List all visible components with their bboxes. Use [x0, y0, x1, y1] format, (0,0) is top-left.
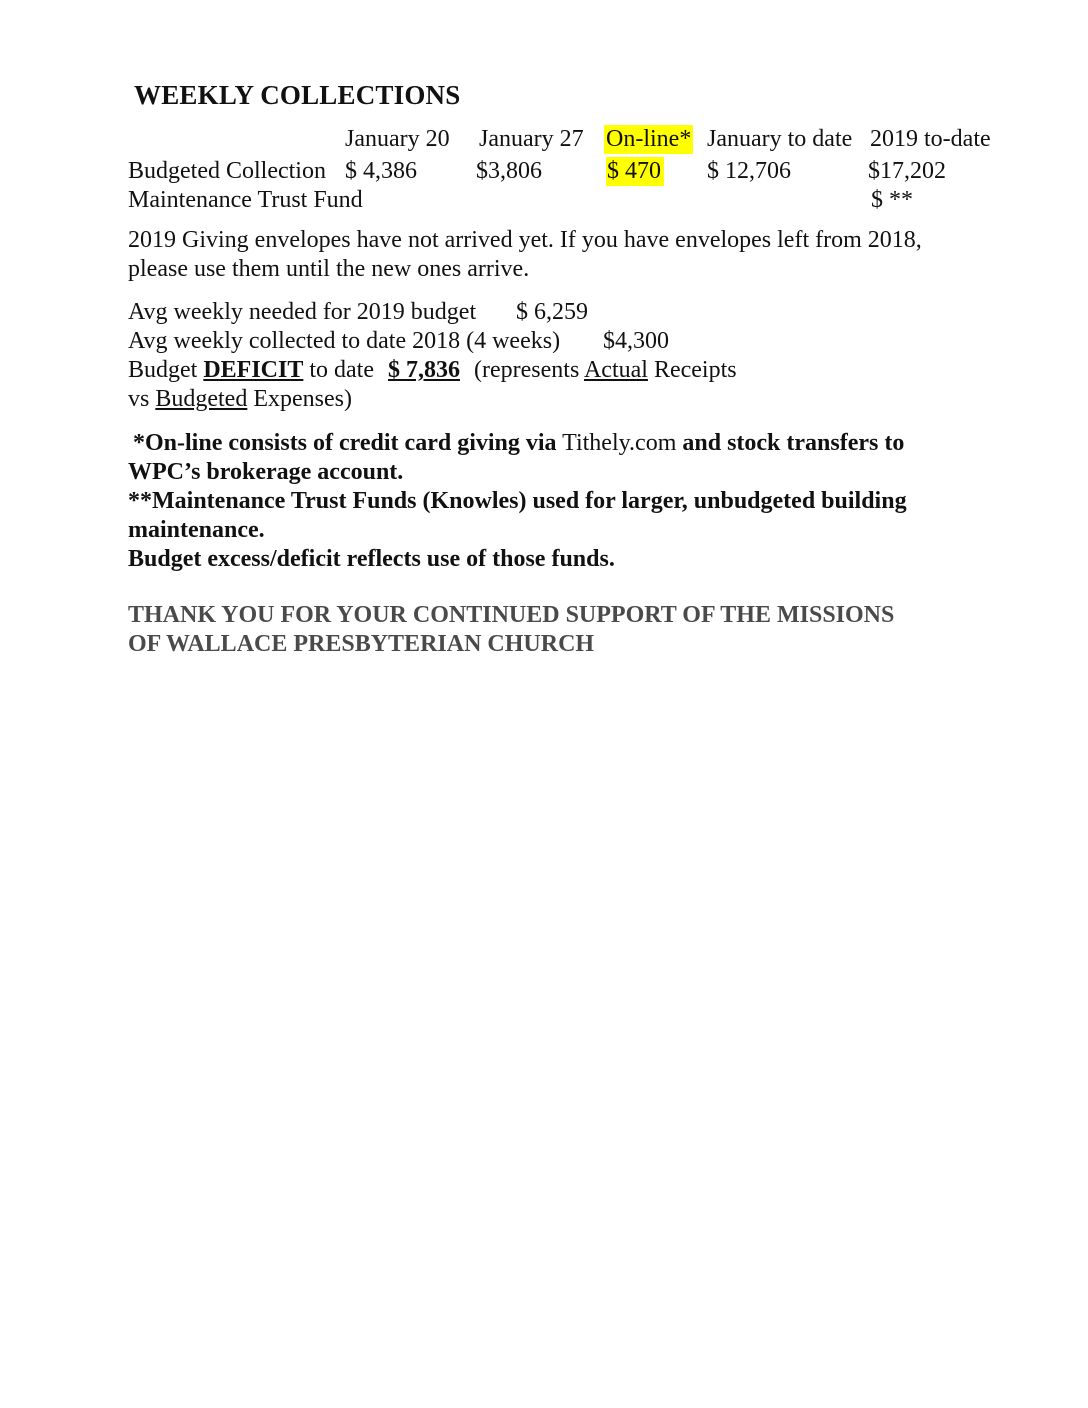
online-note-line-1 — [133, 429, 904, 458]
row-budgeted-label: Budgeted Collection — [128, 158, 326, 184]
deficit-note-budgeted: Budgeted — [155, 386, 248, 412]
online-note-line-2: WPC’s brokerage account. — [128, 459, 404, 485]
row-budgeted-jan20: $ 4,386 — [345, 158, 417, 184]
deficit-note-a: (represents — [474, 357, 580, 383]
envelopes-line-1: 2019 Giving envelopes have not arrived yet. If you have envelopes left from 2018, — [128, 227, 922, 253]
deficit-note-actual: Actual — [583, 357, 648, 383]
deficit-value: $ 7,836 — [388, 357, 460, 383]
online-note-a: *On-line consists of credit card giving via — [133, 430, 557, 456]
avg-collected-label: Avg weekly collected to date 2018 (4 weeks) — [128, 328, 561, 354]
row-budgeted-year-to-date: $17,202 — [868, 158, 946, 184]
deficit-note-c: vs — [128, 386, 150, 412]
header-online: On-line* — [606, 126, 692, 152]
excess-note: Budget excess/deficit reflects use of those funds. — [128, 546, 615, 572]
row-maintenance-label: Maintenance Trust Fund — [128, 187, 363, 213]
avg-collected-value: $4,300 — [603, 328, 669, 354]
row-maintenance-year-to-date: $ ** — [871, 187, 913, 213]
thanks-line-1: THANK YOU FOR YOUR CONTINUED SUPPORT OF THE MISSIONS — [128, 602, 895, 628]
avg-needed-label: Avg weekly needed for 2019 budget — [128, 299, 477, 325]
maintenance-note-line-1: **Maintenance Trust Funds (Knowles) used for larger, unbudgeted building — [128, 488, 907, 514]
row-budgeted-jan-to-date: $ 12,706 — [707, 158, 791, 184]
row-budgeted-online: $ 470 — [606, 157, 664, 186]
header-january-20: January 20 — [345, 126, 450, 152]
online-note-site: Tithely.com — [562, 430, 677, 456]
maintenance-note-line-2: maintenance. — [128, 517, 265, 543]
header-january-27: January 27 — [479, 126, 584, 152]
thanks-line-2: OF WALLACE PRESBYTERIAN CHURCH — [128, 631, 595, 657]
header-january-to-date: January to date — [707, 126, 853, 152]
avg-needed-value: $ 6,259 — [516, 299, 588, 325]
deficit-prefix: Budget — [128, 357, 198, 383]
page-title: WEEKLY COLLECTIONS — [134, 80, 461, 110]
online-note-b: and stock transfers to — [682, 430, 905, 456]
deficit-word: DEFICIT — [203, 357, 304, 383]
row-budgeted-jan27: $3,806 — [476, 158, 542, 184]
deficit-mid: to date — [309, 357, 374, 383]
deficit-note-d: Expenses) — [253, 386, 352, 412]
deficit-line-2 — [128, 385, 352, 414]
envelopes-line-2: please use them until the new ones arrive. — [128, 256, 530, 282]
deficit-note-b: Receipts — [653, 357, 737, 383]
header-year-to-date: 2019 to-date — [870, 126, 991, 152]
deficit-line — [128, 356, 737, 385]
